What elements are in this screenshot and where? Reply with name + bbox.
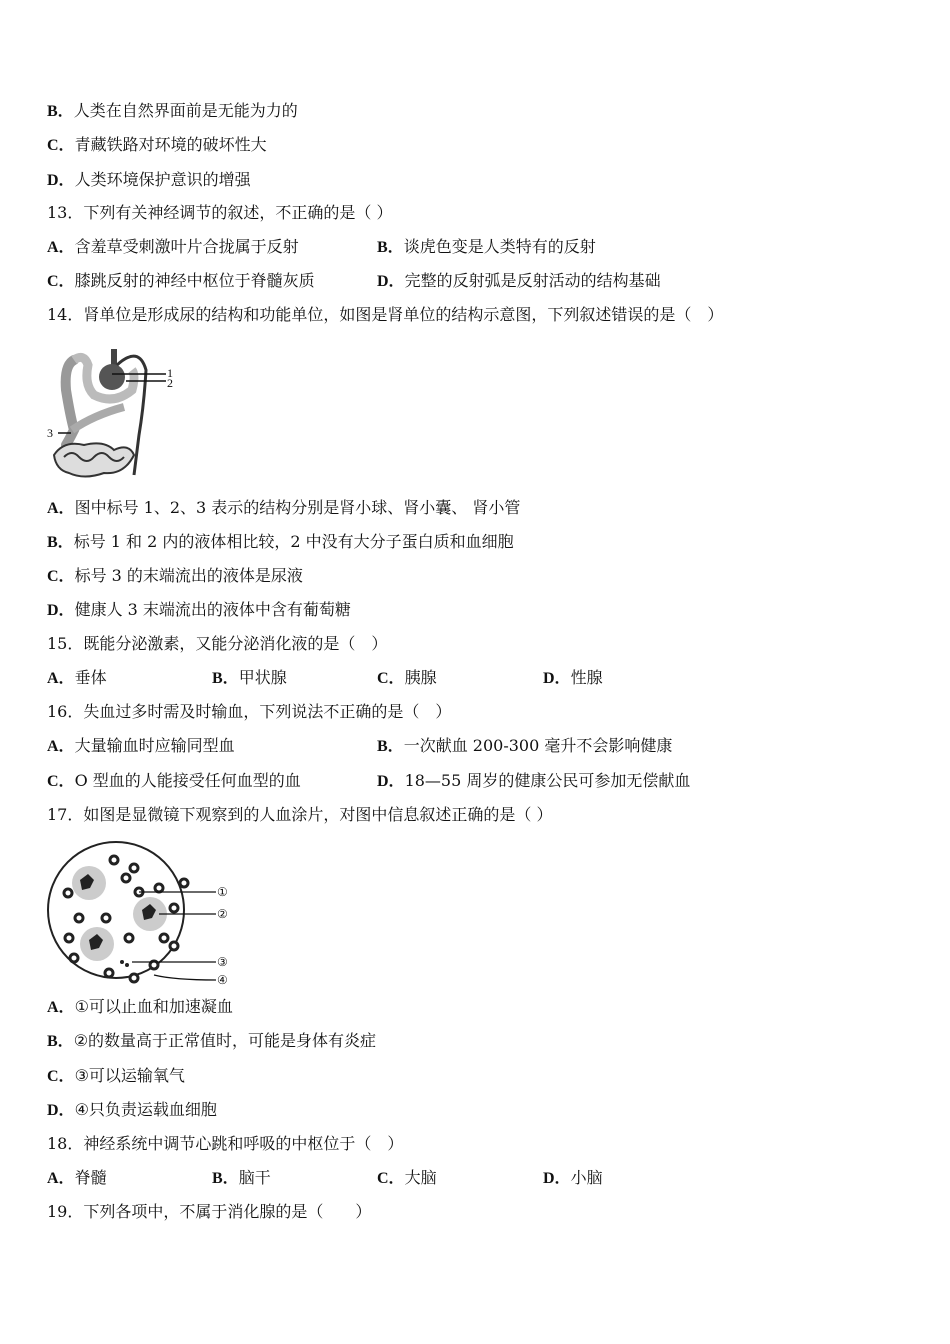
option-label: D．: [543, 670, 571, 687]
option-text: 甲状腺: [238, 668, 287, 687]
option-label: C．: [47, 1068, 75, 1085]
option-label: B．: [212, 670, 239, 687]
option-label: B．: [377, 738, 404, 755]
q18-option-c: [377, 1167, 437, 1189]
option-text: 标号 1 和 2 内的液体相比较，2 中没有大分子蛋白质和血细胞: [73, 532, 514, 551]
blood-smear-illustration: [44, 838, 234, 988]
option-text: 垂体: [74, 668, 107, 687]
q13-option-d: [377, 270, 661, 292]
option-text: 膝跳反射的神经中枢位于脊髓灰质: [74, 271, 315, 290]
q17-option-b: [47, 1030, 376, 1052]
q18-option-a: [47, 1167, 107, 1189]
option-text: 谈虎色变是人类特有的反射: [403, 237, 596, 256]
option-label: A．: [47, 239, 75, 256]
option-label: B．: [47, 1033, 74, 1050]
figure-label-2: ②: [217, 907, 228, 921]
option-text: 性腺: [570, 668, 603, 687]
option-text: ②的数量高于正常值时，可能是身体有炎症: [73, 1031, 377, 1050]
q16-option-d: [377, 770, 690, 792]
q15-stem: 15．既能分泌激素，又能分泌消化液的是（ ）: [47, 634, 388, 653]
option-label: D．: [47, 1102, 75, 1119]
q14-option-b: [47, 531, 514, 553]
option-text: 标号 3 的末端流出的液体是尿液: [74, 566, 303, 585]
nephron-illustration: [44, 345, 184, 481]
q17-stem: 17．如图是显微镜下观察到的人血涂片，对图中信息叙述正确的是（ ）: [47, 805, 553, 824]
option-text: 完整的反射弧是反射活动的结构基础: [404, 271, 661, 290]
figure-label-2: 2: [167, 376, 173, 390]
q13-option-c: [47, 270, 315, 292]
option-text: 大脑: [404, 1168, 437, 1187]
option-text: 青藏铁路对环境的破坏性大: [74, 135, 267, 154]
option-text: O 型血的人能接受任何血型的血: [74, 771, 301, 790]
figure-label-1: 1: [167, 366, 173, 380]
option-label: A．: [47, 1170, 75, 1187]
option-text: ④只负责运载血细胞: [74, 1100, 217, 1119]
q17-option-d: [47, 1099, 217, 1121]
q13-option-a: [47, 236, 299, 258]
option-text: 脑干: [238, 1168, 271, 1187]
q16-stem: 16．失血过多时需及时输血，下列说法不正确的是（ ）: [47, 702, 452, 721]
option-text: 人类环境保护意识的增强: [74, 170, 251, 189]
option-label: B．: [47, 534, 74, 551]
option-text: 小脑: [570, 1168, 603, 1187]
option-label: B．: [212, 1170, 239, 1187]
figure-label-4: ④: [217, 973, 228, 987]
option-text: 脊髓: [74, 1168, 107, 1187]
q17-option-c: [47, 1065, 185, 1087]
option-text: 含羞草受刺激叶片合拢属于反射: [74, 237, 299, 256]
q13-stem: 13．下列有关神经调节的叙述，不正确的是（ ）: [47, 203, 393, 222]
option-label: C．: [377, 1170, 405, 1187]
option-text: 健康人 3 末端流出的液体中含有葡萄糖: [74, 600, 351, 619]
figure-label-3: ③: [217, 955, 228, 969]
figure-label-1: ①: [217, 885, 228, 899]
option-text: 胰腺: [404, 668, 437, 687]
option-text: ①可以止血和加速凝血: [74, 997, 233, 1016]
q18-option-b: [212, 1167, 271, 1189]
nephron-figure: [44, 345, 184, 481]
q15-option-d: [543, 667, 603, 689]
option-label: A．: [47, 500, 75, 517]
q16-option-b: [377, 735, 672, 757]
q15-option-c: [377, 667, 437, 689]
q16-option-c: [47, 770, 301, 792]
option-label: B．: [377, 239, 404, 256]
q18-option-d: [543, 1167, 603, 1189]
q19-stem: 19．下列各项中，不属于消化腺的是（ ）: [47, 1202, 372, 1221]
option-label: C．: [377, 670, 405, 687]
figure-label-3: 3: [47, 426, 53, 440]
option-label: D．: [377, 273, 405, 290]
q14-option-d: [47, 599, 351, 621]
option-label: C．: [47, 137, 75, 154]
q18-stem: 18．神经系统中调节心跳和呼吸的中枢位于（ ）: [47, 1134, 404, 1153]
option-label: D．: [47, 602, 75, 619]
q14-stem: 14．肾单位是形成尿的结构和功能单位，如图是肾单位的结构示意图，下列叙述错误的是（ ）: [47, 305, 724, 324]
option-label: C．: [47, 273, 75, 290]
q16-option-a: [47, 735, 235, 757]
q12-option-c: [47, 134, 267, 156]
q12-option-d: [47, 169, 251, 191]
option-text: 图中标号 1、2、3 表示的结构分别是肾小球、肾小囊、 肾小管: [74, 498, 521, 517]
option-text: 一次献血 200-300 毫升不会影响健康: [403, 736, 673, 755]
option-label: C．: [47, 773, 75, 790]
q15-option-b: [212, 667, 287, 689]
option-text: ③可以运输氧气: [74, 1066, 185, 1085]
option-label: D．: [377, 773, 405, 790]
q14-option-c: [47, 565, 303, 587]
q15-option-a: [47, 667, 107, 689]
option-label: B．: [47, 103, 74, 120]
q13-option-b: [377, 236, 596, 258]
option-text: 大量输血时应输同型血: [74, 736, 235, 755]
q17-option-a: [47, 996, 233, 1018]
option-label: A．: [47, 670, 75, 687]
q14-option-a: [47, 497, 520, 519]
option-text: 人类在自然界面前是无能为力的: [73, 101, 298, 120]
option-label: D．: [543, 1170, 571, 1187]
option-label: A．: [47, 738, 75, 755]
blood-smear-figure: [44, 838, 234, 988]
option-label: A．: [47, 999, 75, 1016]
option-text: 18—55 周岁的健康公民可参加无偿献血: [404, 771, 691, 790]
q12-option-b: [47, 100, 298, 122]
option-label: D．: [47, 172, 75, 189]
option-label: C．: [47, 568, 75, 585]
